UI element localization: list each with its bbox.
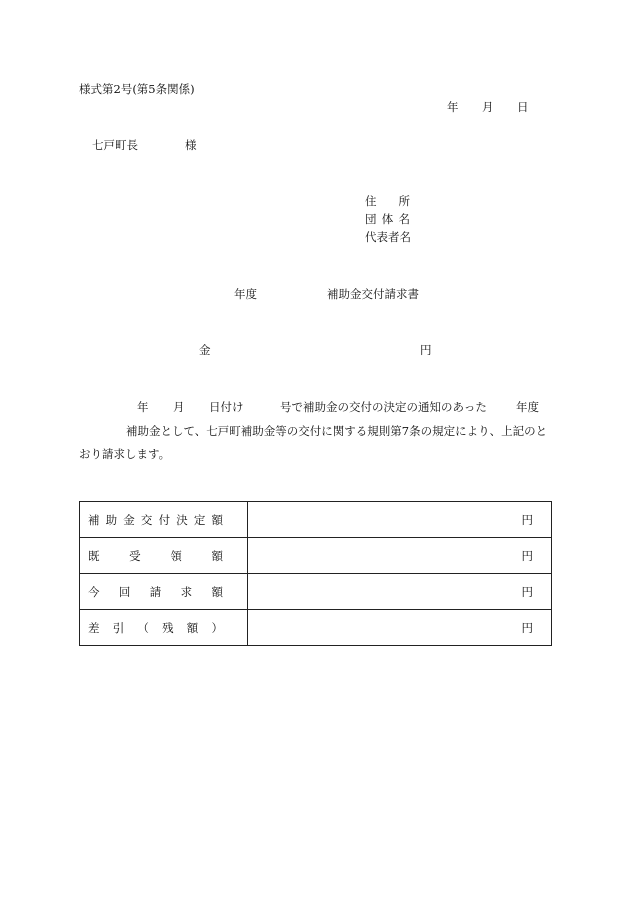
recipient-honorific: 様	[185, 138, 197, 152]
table-row-current-request	[80, 574, 552, 610]
amount-kin-label: 金	[199, 343, 211, 357]
amounts-table	[79, 501, 552, 646]
form-number: 様式第2号(第5条関係)	[79, 82, 195, 96]
decision-amount-label: 補 助 金 交 付 決 定 額	[80, 502, 248, 538]
applicant-representative-label: 代表者名	[365, 230, 411, 244]
body-dated: 日付け	[209, 400, 244, 414]
decision-amount-value[interactable]: 円	[248, 502, 552, 538]
balance-value[interactable]: 円	[248, 610, 552, 646]
body-line-2: 補助金として、七戸町補助金等の交付に関する規則第7条の規定により、上記のと	[126, 424, 548, 438]
applicant-address-label: 住 所	[365, 194, 410, 208]
date-month-label: 月	[482, 100, 494, 114]
title-year-label: 年度	[234, 287, 257, 301]
document-title: 補助金交付請求書	[327, 287, 419, 301]
balance-label: 差 引 （ 残 額 ）	[80, 610, 248, 646]
table-row-decision-amount	[80, 502, 552, 538]
current-request-value[interactable]: 円	[248, 574, 552, 610]
date-day-label: 日	[517, 100, 529, 114]
current-request-label: 今 回 請 求 額	[80, 574, 248, 610]
body-year: 年	[137, 400, 149, 414]
recipient-name: 七戸町長	[92, 138, 138, 152]
body-month: 月	[173, 400, 185, 414]
received-amount-label: 既 受 領 額	[80, 538, 248, 574]
amount-yen-label: 円	[420, 343, 432, 357]
body-notice-text: 号で補助金の交付の決定の通知のあった	[280, 400, 487, 414]
table-row-balance	[80, 610, 552, 646]
body-fiscal-year: 年度	[516, 400, 539, 414]
applicant-group-label: 団 体 名	[365, 212, 410, 226]
body-line-3: おり請求します。	[79, 447, 171, 461]
received-amount-value[interactable]: 円	[248, 538, 552, 574]
date-year-label: 年	[447, 100, 459, 114]
table-row-received-amount	[80, 538, 552, 574]
